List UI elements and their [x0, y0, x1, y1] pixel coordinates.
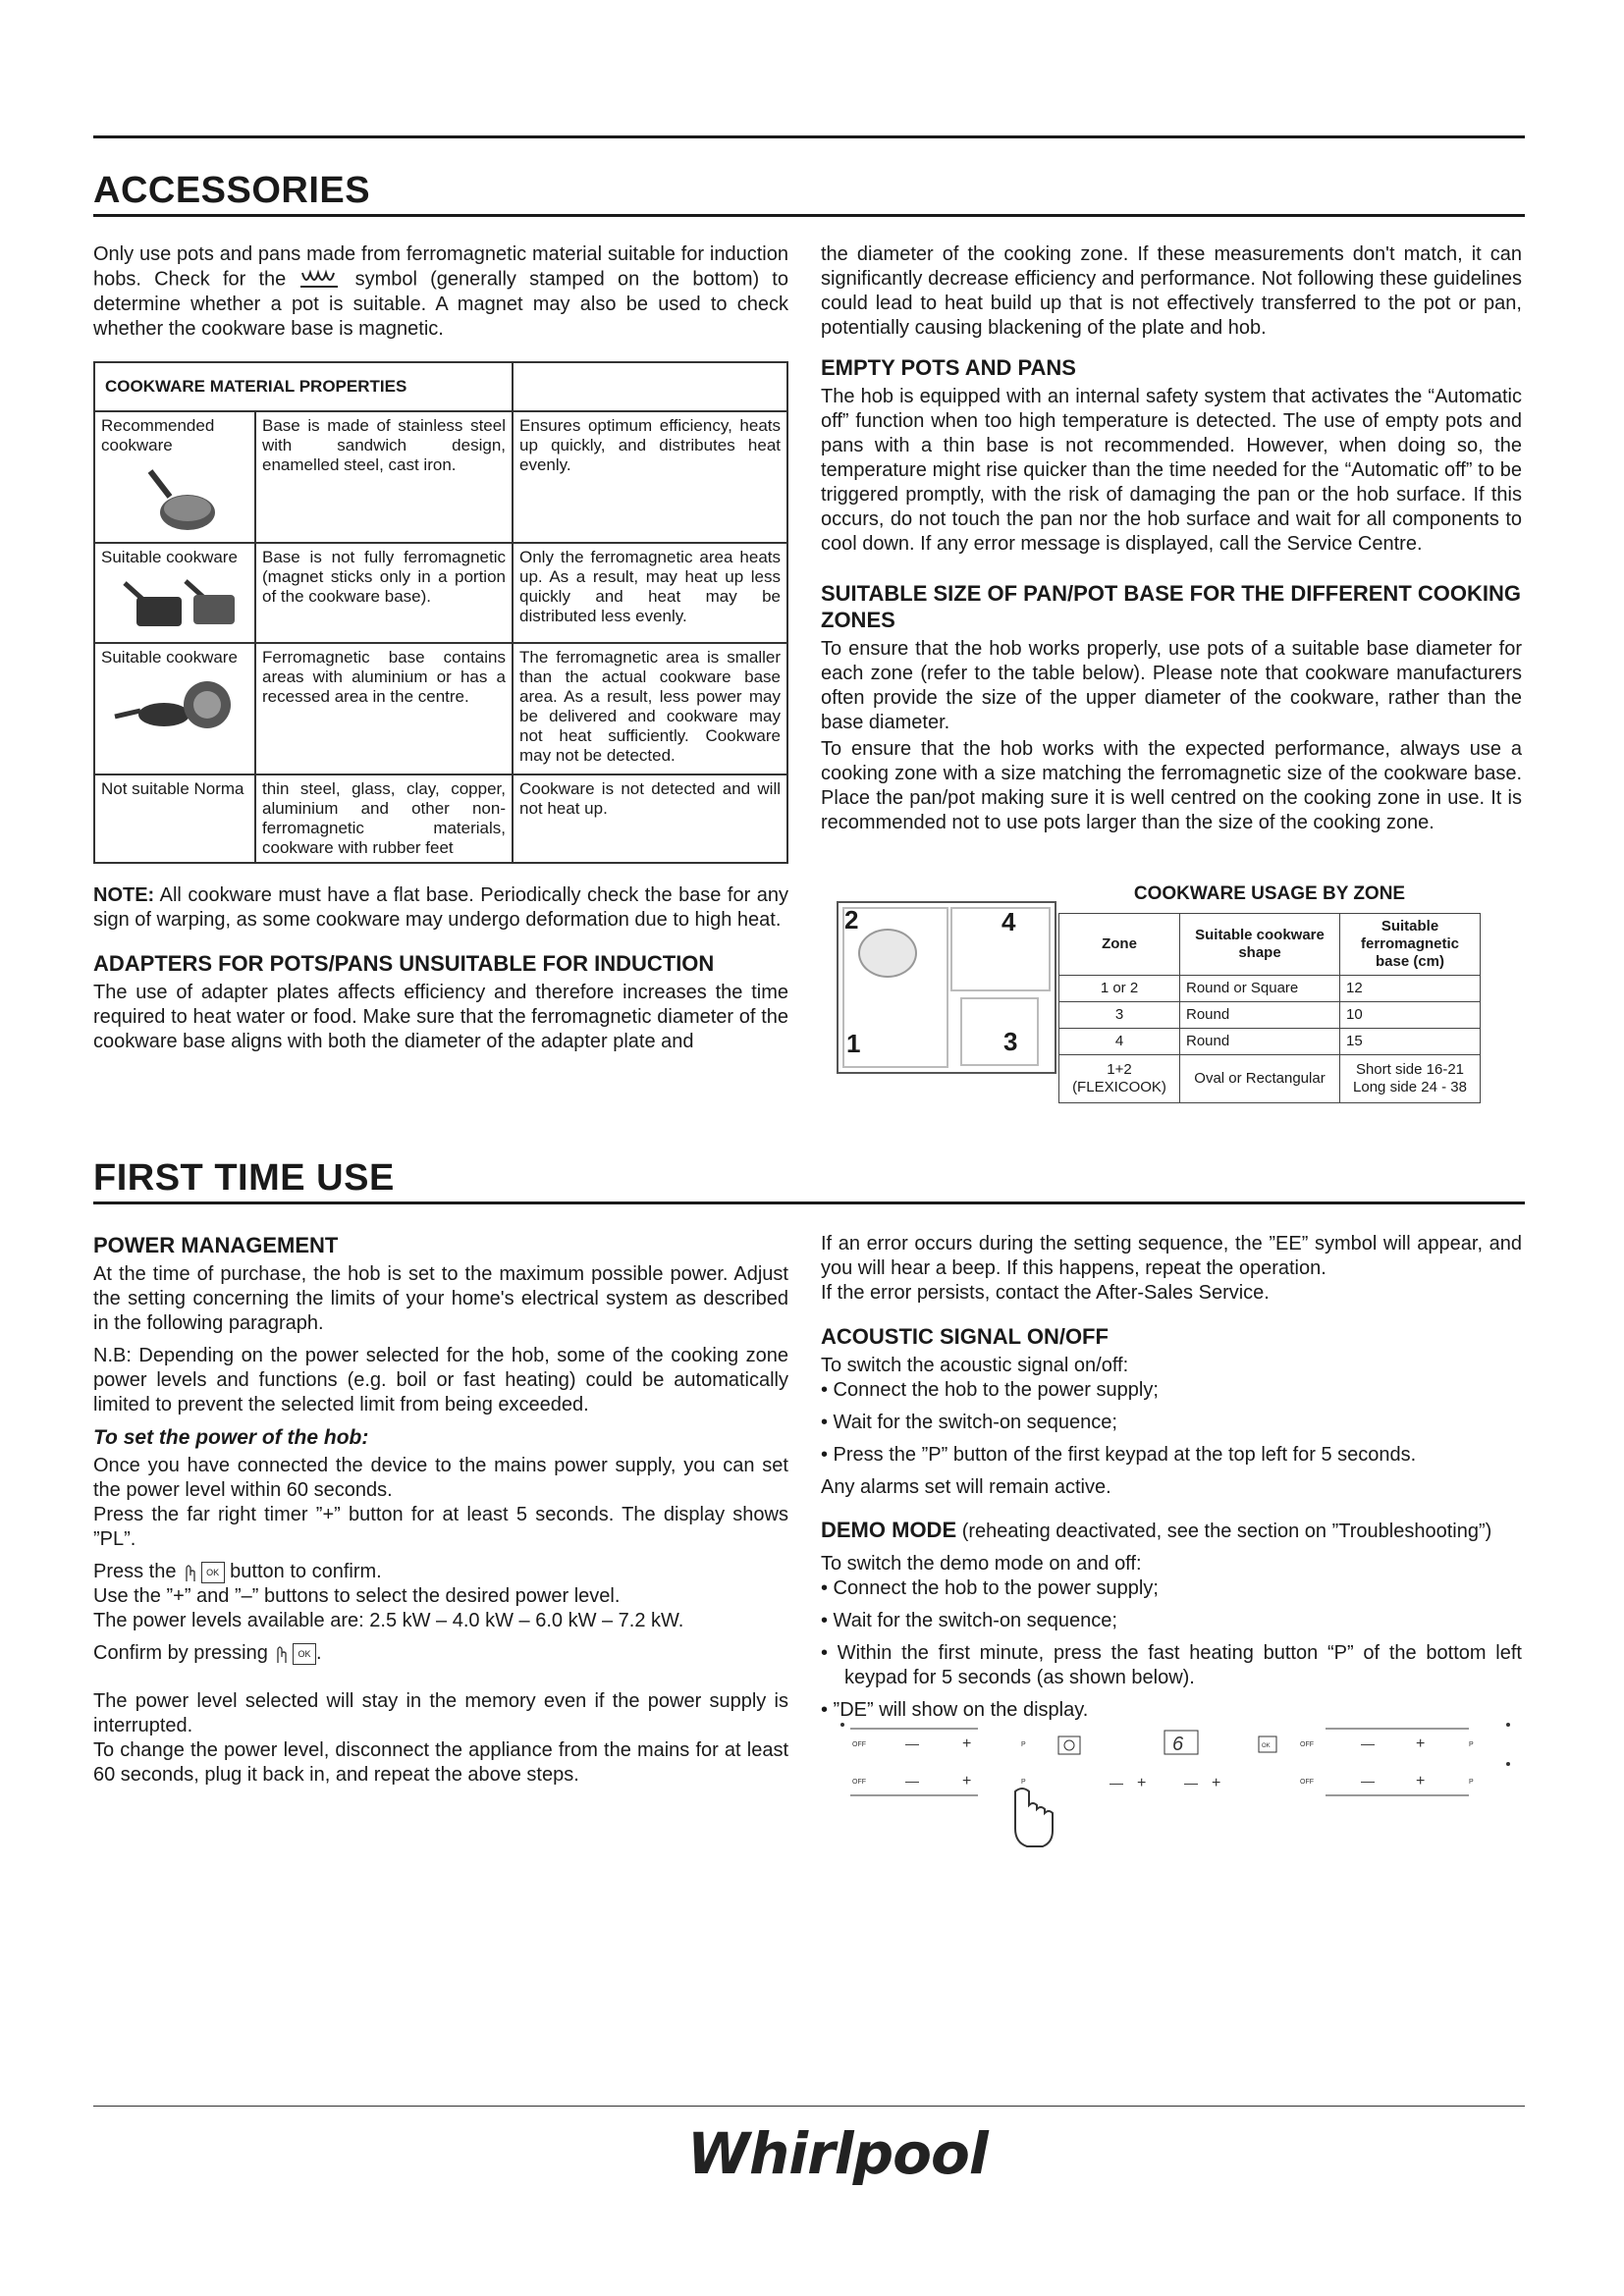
ok-label: OK	[1262, 1743, 1271, 1749]
set-step-3	[93, 1560, 788, 1584]
table-cell-base: thin steel, glass, clay, copper, aluminium and other non-ferromagnetic materials, cookware with rubber feet	[255, 774, 513, 863]
power-button-icon	[1058, 1736, 1080, 1754]
acoustic-intro: To switch the acoustic signal on/off:	[821, 1355, 1129, 1376]
material-table-header-empty	[513, 362, 787, 411]
zone-table-block	[1058, 883, 1481, 1103]
accessories-left-column	[93, 242, 788, 1062]
table-row	[1059, 1055, 1481, 1103]
hob-zone-diagram	[837, 901, 1056, 1074]
plus-label: +	[962, 1735, 972, 1752]
zone-cell: 10	[1340, 1002, 1481, 1029]
zone-3-outline	[960, 997, 1039, 1066]
zone-cell: Round	[1180, 1002, 1340, 1029]
table-cell-effect: Cookware is not detected and will not heat up.	[513, 774, 787, 863]
first-time-heading	[93, 1156, 1525, 1204]
whirlpool-logo: Whirlpool	[687, 2120, 988, 2187]
footer-rule	[93, 2106, 1525, 2107]
top-rule	[93, 135, 1525, 138]
power-text-2: N.B: Depending on the power selected for the hob, some of the cooking zone power levels and functions (e.g. boil or fast heating) could be automatically limited to prevent the selected limit from being exceeded.	[93, 1345, 788, 1415]
accessories-heading	[93, 169, 1525, 217]
row-type: Recommended cookware	[101, 416, 215, 454]
table-cell-effect: The ferromagnetic area is smaller than the actual cookware base area. As a result, less power may be delivered and cookware may not heat sufficiently. Cookware may not be detected.	[513, 643, 787, 774]
zone-cell: Short side 16-21 Long side 24 - 38	[1340, 1055, 1481, 1103]
demo-intro: To switch the demo mode on and off:	[821, 1553, 1142, 1575]
off-label: OFF	[1300, 1741, 1314, 1748]
off-label: OFF	[1300, 1779, 1314, 1786]
table-row	[94, 543, 787, 643]
table-row	[94, 411, 787, 543]
table-row	[94, 643, 787, 774]
control-panel-diagram	[831, 1713, 1518, 1850]
cookware-material-table	[93, 361, 788, 864]
zone-number-3: 3	[1003, 1027, 1018, 1056]
indicator-dot	[1506, 1723, 1510, 1727]
set-step-3-text: Press the	[93, 1561, 177, 1582]
set-step-3-text-end: button to confirm.	[230, 1561, 382, 1582]
power-management-heading: POWER MANAGEMENT	[93, 1233, 339, 1257]
demo-heading-title: DEMO MODE	[821, 1518, 957, 1542]
material-table-header: COOKWARE MATERIAL PROPERTIES	[94, 362, 513, 411]
suitable-size-text-1: To ensure that the hob works properly, use pots of a suitable base diameter for each zone (refer to the table below). Please note that cookware manufacturers often provide the size of the upper diameter of the cookware, rather than the base diameter.	[821, 638, 1522, 733]
list-item: • Within the first minute, press the fast heating button “P” of the bottom left keypad for 5 seconds (as shown below).	[821, 1642, 1522, 1688]
zone-cell: 1 or 2	[1059, 976, 1180, 1002]
plus-label: +	[1212, 1775, 1221, 1791]
zone-number-1: 1	[846, 1029, 861, 1058]
suitable-size-text-2: To ensure that the hob works with the expected performance, always use a cooking zone with a size matching the ferromagnetic size of the cookware base. Place the pan/pot making sure it is well centred on the cooking zone in use. It is recommended not to use pots larger than the size of the cooking zone.	[821, 738, 1522, 833]
zone-cell: 3	[1059, 1002, 1180, 1029]
intro-part-1: Only use pots and pans made from ferromagnetic material suitable for induction hobs. Check for the	[93, 243, 788, 291]
note-paragraph	[93, 883, 788, 933]
induction-coil-icon	[298, 267, 342, 293]
list-item: • Connect the hob to the power supply;	[821, 1577, 1159, 1599]
set-step-8: To change the power level, disconnect the appliance from the mains for at least 60 seconds, plug it back in, and repeat the above steps.	[93, 1739, 788, 1786]
indicator-dot	[1506, 1762, 1510, 1766]
zone-cell: Oval or Rectangular	[1180, 1055, 1340, 1103]
adapters-heading: ADAPTERS FOR POTS/PANS UNSUITABLE FOR INDUCTION	[93, 951, 715, 976]
plus-label: +	[1416, 1735, 1426, 1752]
table-row	[1059, 1029, 1481, 1055]
minus-label: —	[905, 1735, 919, 1751]
power-symbol	[1064, 1740, 1074, 1750]
demo-heading	[821, 1518, 1522, 1544]
p-label: P	[1469, 1779, 1474, 1786]
set-step-1: Once you have connected the device to the mains power supply, you can set the power level within 60 seconds.	[93, 1455, 788, 1501]
pointing-hand-icon	[1015, 1789, 1053, 1846]
list-item: • Press the ”P” button of the first keypad at the top left for 5 seconds.	[821, 1444, 1417, 1466]
minus-label: —	[1361, 1773, 1375, 1789]
accessories-right-column	[821, 242, 1522, 843]
zone-cell: 15	[1340, 1029, 1481, 1055]
acoustic-heading: ACOUSTIC SIGNAL ON/OFF	[821, 1324, 1109, 1349]
display-digit: 6	[1172, 1734, 1184, 1755]
plus-label: +	[1137, 1775, 1147, 1791]
zone-4-outline	[950, 907, 1051, 991]
minus-label: —	[905, 1773, 919, 1789]
table-cell-base: Base is not fully ferromagnetic (magnet sticks only in a portion of the cookware base).	[255, 543, 513, 643]
list-item: • Connect the hob to the power supply;	[821, 1379, 1159, 1401]
table-cell-effect: Ensures optimum efficiency, heats up quickly, and distributes heat evenly.	[513, 411, 787, 543]
accessories-intro	[93, 242, 788, 342]
hand-touch-icon	[273, 1643, 287, 1665]
zone-cell: 1+2 (FLEXICOOK)	[1059, 1055, 1180, 1103]
table-row	[1059, 976, 1481, 1002]
set-step-2: Press the far right timer ”+” button for at least 5 seconds. The display shows ”PL”.	[93, 1504, 788, 1550]
list-item: • ”DE” will show on the display.	[821, 1699, 1089, 1721]
zone-cell: Round	[1180, 1029, 1340, 1055]
zone-header-base: Suitable ferromagnetic base (cm)	[1340, 914, 1481, 976]
zone-number-2: 2	[844, 905, 859, 934]
empty-pots-text: The hob is equipped with an internal safety system that activates the “Automatic off” function when too high temperature is detected. The use of empty pots and pans with a thin base is not recommended. However, when doing so, the temperature might rise quicker than the time needed for the “Automatic off” to be triggered promptly, with the risk of damaging the pan or the hob surface. If this occurs, do not touch the pan nor the hob surface and wait for all components to cool down. If any error message is displayed, call the Service Centre.	[821, 386, 1522, 555]
indicator-dot	[840, 1723, 844, 1727]
power-text-1: At the time of purchase, the hob is set to the maximum possible power. Adjust the setting concerning the limits of your home's electrical system as described in the following paragraph.	[93, 1263, 788, 1334]
minus-label: —	[1184, 1775, 1198, 1790]
p-label: P	[1469, 1741, 1474, 1748]
grill-pan-icon	[111, 577, 239, 632]
minus-label: —	[1361, 1735, 1375, 1751]
empty-pots-heading: EMPTY POTS AND PANS	[821, 355, 1076, 380]
intro-part-2: symbol (generally stamped on the bottom) to determine whether a pot is suitable. A magnet may also be used to check whether the cookware base is magnetic.	[93, 268, 788, 340]
ok-key-icon: OK	[201, 1562, 225, 1583]
set-step-5: The power levels available are: 2.5 kW – 4.0 kW – 6.0 kW – 7.2 kW.	[93, 1610, 684, 1631]
zone-cell: 12	[1340, 976, 1481, 1002]
set-step-6-text: Confirm by pressing	[93, 1642, 268, 1664]
table-cell-base: Base is made of stainless steel with sandwich design, enamelled steel, cast iron.	[255, 411, 513, 543]
off-label: OFF	[852, 1741, 866, 1748]
row-type: Suitable cookware	[101, 548, 238, 566]
zone-number-4: 4	[1001, 907, 1016, 936]
error-text-2: If the error persists, contact the After-Sales Service.	[821, 1282, 1270, 1304]
first-time-title: FIRST TIME USE	[93, 1157, 395, 1199]
note-label: NOTE:	[93, 884, 155, 906]
table-cell-base: Ferromagnetic base contains areas with aluminium or has a recessed area in the centre.	[255, 643, 513, 774]
frying-pan-icon	[140, 465, 219, 534]
list-item: • Wait for the switch-on sequence;	[821, 1412, 1117, 1433]
accessories-title: ACCESSORIES	[93, 170, 371, 211]
p-label: P	[1021, 1779, 1026, 1786]
plus-label: +	[962, 1773, 972, 1789]
set-power-heading: To set the power of the hob:	[93, 1426, 369, 1449]
list-item: • Wait for the switch-on sequence;	[821, 1610, 1117, 1631]
table-cell-type	[94, 643, 255, 774]
plus-label: +	[1416, 1773, 1426, 1789]
error-text-1: If an error occurs during the setting sequence, the ”EE” symbol will appear, and you will hear a beep. If this happens, repeat the operation.	[821, 1233, 1522, 1279]
ok-key-icon: OK	[293, 1643, 316, 1665]
set-step-6: Confirm by pressing OK .	[93, 1642, 322, 1664]
table-row	[1059, 1002, 1481, 1029]
adapters-text: The use of adapter plates affects efficiency and therefore increases the time required to heat water or food. Make sure that the ferromagnetic diameter of the cookware base aligns with both the diameter of the adapter plate and	[93, 982, 788, 1052]
table-cell-type	[94, 411, 255, 543]
first-time-left-column	[93, 1232, 788, 1795]
table-cell-type	[94, 543, 255, 643]
suitable-size-heading: SUITABLE SIZE OF PAN/POT BASE FOR THE DIFFERENT COOKING ZONES	[821, 581, 1521, 632]
note-text: All cookware must have a flat base. Periodically check the base for any sign of warping, as some cookware may undergo deformation due to high heat.	[93, 884, 788, 931]
table-cell-effect: Only the ferromagnetic area heats up. As a result, may heat up less quickly and heat may be distributed less evenly.	[513, 543, 787, 643]
round-pot-shape	[858, 929, 917, 978]
p-label: P	[1021, 1741, 1026, 1748]
off-label: OFF	[852, 1779, 866, 1786]
hand-touch-icon	[182, 1562, 195, 1583]
row-type: Suitable cookware	[101, 648, 238, 667]
zone-header-zone: Zone	[1059, 914, 1180, 976]
acoustic-end: Any alarms set will remain active.	[821, 1476, 1111, 1498]
cookware-zone-table	[1058, 913, 1481, 1103]
table-row	[94, 774, 787, 863]
set-step-7: The power level selected will stay in the memory even if the power supply is interrupted.	[93, 1690, 788, 1736]
pan-with-base-icon	[111, 677, 239, 736]
zone-table-title: COOKWARE USAGE BY ZONE	[1133, 883, 1406, 904]
first-time-right-column	[821, 1232, 1522, 1731]
set-step-4: Use the ”+” and ”–” buttons to select the desired power level.	[93, 1585, 621, 1607]
table-cell-type: Not suitable Norma	[94, 774, 255, 863]
zone-cell: Round or Square	[1180, 976, 1340, 1002]
minus-label: —	[1110, 1775, 1123, 1790]
zone-header-shape: Suitable cookware shape	[1180, 914, 1340, 976]
demo-heading-rest: (reheating deactivated, see the section on ”Troubleshooting”)	[961, 1521, 1492, 1542]
zone-cell: 4	[1059, 1029, 1180, 1055]
cooking-zone-text: the diameter of the cooking zone. If these measurements don't match, it can significantly decrease efficiency and performance. Not following these guidelines could lead to heat build up that is not effectively transferred to the pot or pan, potentially causing blackening of the plate and hob.	[821, 243, 1522, 339]
